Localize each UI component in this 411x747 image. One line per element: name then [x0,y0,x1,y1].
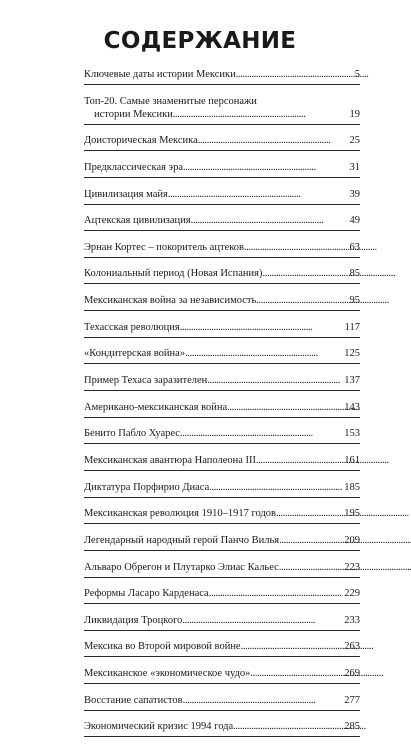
toc-entry [84,321,360,338]
toc-entry-title: Ликвидация Троцкого [84,614,183,626]
toc-entry [84,347,360,364]
toc-entry-page: 117 [344,321,360,333]
dot-leader [185,347,343,360]
toc-entry-title: Бенито Пабло Хуарес [84,428,180,440]
toc-entry [84,561,360,578]
dot-leader [227,401,343,414]
toc-entry-page: 125 [344,348,360,360]
toc-entry-page: 143 [344,401,360,413]
dot-leader [180,321,344,334]
toc-entry-title: Мексиканская авантюра Наполеона III [84,454,257,466]
dot-leader [180,427,343,440]
toc-entry-title: Реформы Ласаро Карденаса [84,588,209,600]
toc-entry-page: 49 [349,215,360,227]
toc-entry-page: 19 [349,108,360,120]
toc-entry-page: 195 [344,508,360,520]
toc-entry [84,640,360,657]
toc-entry-title: Восстание сапатистов [84,694,183,706]
page-title: СОДЕРЖАНИЕ [103,28,297,54]
toc-entry-page: 161 [344,454,360,466]
toc-entry-title: Топ-20. Самые знаменитые персонажи [84,95,257,107]
toc-entry [84,534,360,551]
toc-entry-continuation [84,108,360,121]
toc-entry-title: Техасская революция [84,321,180,333]
toc-entry [84,481,360,498]
toc-entry [84,667,360,684]
dot-leader [173,108,349,121]
toc-entry [84,68,360,85]
toc-entry-title-continued: истории Мексики [94,108,173,120]
dot-leader [207,374,343,387]
toc-entry [84,374,360,391]
toc-entry-page: 285 [344,721,360,733]
dot-leader [233,720,343,733]
dot-leader [209,587,344,600]
toc-entry-page: 25 [349,135,360,147]
toc-entry-title: Легендарный народный герой Панчо Вилья [84,534,280,546]
toc-entry-page: 223 [344,561,360,573]
toc-entry [84,241,360,258]
toc-entry-page: 85 [349,268,360,280]
toc-entry [84,401,360,418]
toc-list [84,68,360,747]
toc-entry [84,614,360,631]
toc-entry [84,267,360,284]
toc-entry [84,507,360,524]
toc-entry-page: 39 [349,188,360,200]
toc-entry-page: 63 [349,241,360,253]
toc-entry-title: Пример Техаса заразителен [84,375,208,387]
toc-entry-title: Колониальный период (Новая Испания) [84,268,263,280]
toc-entry [84,694,360,711]
toc-entry-page: 209 [344,534,360,546]
toc-entry [84,188,360,205]
dot-leader [191,214,349,227]
toc-entry-page: 277 [344,694,360,706]
toc-entry-title: Мексика во Второй мировой войне [84,641,241,653]
toc-entry [84,134,360,151]
toc-entry [84,214,360,231]
toc-entry [84,95,360,125]
toc-entry-title: Предклассическая эра [84,161,183,173]
toc-entry-title: Доисторическая Мексика [84,135,198,147]
dot-leader [276,507,343,520]
dot-leader [256,454,343,467]
toc-entry-title: «Кондитерская война» [84,348,186,360]
toc-entry-title: Ключевые даты истории Мексики [84,69,236,80]
dot-leader [209,481,343,494]
toc-entry-page: 229 [344,588,360,600]
dot-leader [183,161,349,174]
toc-entry [84,720,360,737]
dot-leader [198,134,349,147]
toc-entry-page: 185 [344,481,360,493]
dot-leader [256,294,348,307]
dot-leader [236,68,354,81]
toc-entry-title: Мексиканская революция 1910–1917 годов [84,508,277,520]
dot-leader [182,614,343,627]
toc-entry [84,427,360,444]
dot-leader [279,561,343,574]
toc-entry [84,587,360,604]
dot-leader [279,534,343,547]
toc-entry [84,161,360,178]
toc-entry-title: Мексиканская война за независимость [84,295,257,307]
toc-entry-title: Мексиканское «экономическое чудо» [84,668,251,680]
toc-entry-page: 31 [349,161,360,173]
toc-entry-title: Цивилизация майя [84,188,168,200]
dot-leader [168,188,349,201]
dot-leader [244,241,349,254]
toc-entry-page: 263 [344,641,360,653]
toc-entry-page: 5 [354,69,360,80]
dot-leader [250,667,343,680]
toc-entry-title: Ацтекская цивилизация [84,215,191,227]
toc-entry-title: Американо-мексиканская война [84,401,228,413]
toc-entry-title: Альваро Обрегон и Плутарко Элиас Кальес [84,561,279,573]
toc-entry [84,454,360,471]
toc-entry-title: Экономический кризис 1994 года [84,721,234,733]
dot-leader [183,694,344,707]
toc-entry-page: 95 [349,295,360,307]
toc-entry-title: Эрнан Кортес – покоритель ацтеков [84,241,244,253]
toc-entry-title: Диктатура Порфирио Диаса [84,481,210,493]
toc-entry-page: 137 [344,375,360,387]
toc-entry-page: 233 [344,614,360,626]
toc-entry [84,294,360,311]
dot-leader [262,267,348,280]
toc-entry-page: 153 [344,428,360,440]
dot-leader [241,640,344,653]
toc-entry-page: 269 [344,668,360,680]
